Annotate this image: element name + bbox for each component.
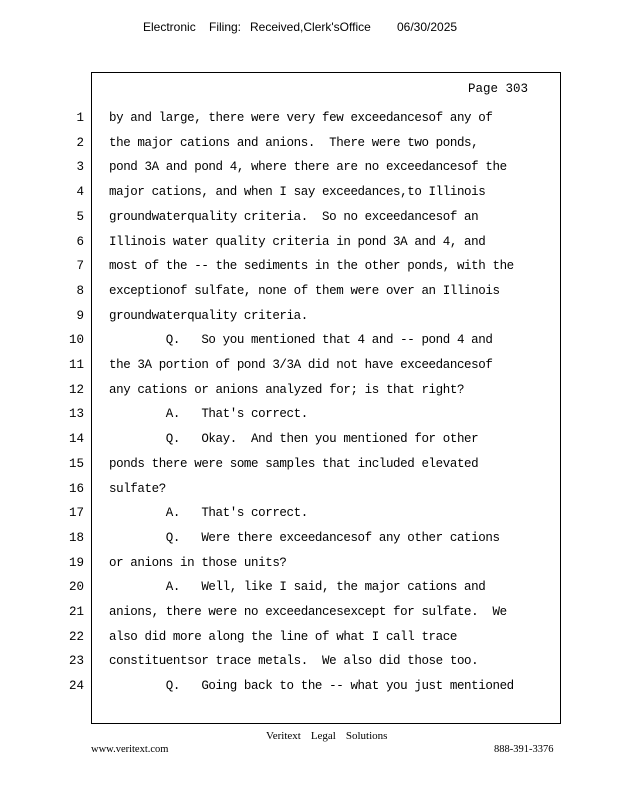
line-text: groundwaterquality criteria. [109, 308, 308, 323]
line-text: ponds there were some samples that included elevated [109, 456, 479, 471]
footer-company-word-legal: Legal [310, 730, 336, 742]
line-number: 7 [76, 259, 84, 274]
line-number: 8 [76, 283, 84, 298]
line-number: 5 [76, 209, 84, 224]
line-number: 2 [76, 135, 84, 150]
footer-website: www.veritext.com [91, 744, 169, 755]
line-number: 15 [68, 456, 84, 471]
line-number: 22 [68, 629, 84, 644]
line-text: Q. Were there exceedancesof any other cations [109, 530, 500, 545]
line-number: 19 [68, 555, 84, 570]
line-number: 4 [76, 185, 84, 200]
line-text: also did more along the line of what I call trace [109, 629, 457, 644]
footer-company [266, 730, 397, 742]
line-text: the 3A portion of pond 3/3A did not have exceedancesof [109, 358, 493, 372]
line-number: 11 [68, 358, 84, 372]
line-text: Q. Going back to the -- what you just mentioned [109, 679, 514, 694]
filing-header-word-electronic: Electronic [143, 20, 196, 34]
filing-header-date: 06/30/2025 [397, 20, 458, 34]
line-number: 23 [68, 654, 84, 669]
line-text: pond 3A and pond 4, where there are no exceedancesof the [109, 160, 507, 175]
line-number: 20 [68, 580, 84, 595]
line-number: 9 [76, 308, 84, 323]
line-text: by and large, there were very few exceedancesof any of [109, 111, 493, 125]
line-text: sulfate? [109, 481, 166, 496]
line-number: 21 [68, 605, 84, 619]
line-text: anions, there were no exceedancesexcept for sulfate. We [109, 605, 507, 619]
filing-header-word-filing: Filing: [209, 20, 242, 34]
footer-company-word-veritext: Veritext [266, 730, 301, 742]
line-number: 13 [68, 407, 84, 422]
line-number: 24 [68, 679, 84, 694]
line-text: most of the -- the sediments in the other ponds, with the [109, 259, 514, 274]
line-number: 18 [68, 530, 84, 545]
filing-header [143, 20, 457, 34]
line-number: 17 [68, 506, 84, 521]
line-text: exceptionof sulfate, none of them were over an Illinois [109, 283, 500, 298]
line-text: A. That's correct. [109, 407, 308, 422]
page-number: Page 303 [468, 82, 529, 96]
line-number: 10 [68, 333, 84, 348]
line-text: major cations, and when I say exceedances,to Illinois [109, 185, 486, 200]
line-text: Illinois water quality criteria in pond 3A and 4, and [109, 234, 486, 249]
line-text: or anions in those units? [109, 555, 287, 570]
line-number: 3 [76, 160, 84, 175]
filing-header-received: Received,Clerk'sOffice [250, 20, 371, 34]
line-text: constituentsor trace metals. We also did those too. [109, 654, 479, 669]
line-text: Q. Okay. And then you mentioned for other [109, 432, 479, 447]
footer-company-word-solutions: Solutions [345, 730, 388, 742]
line-number: 16 [68, 481, 84, 496]
footer-phone: 888-391-3376 [494, 744, 554, 755]
line-text: Q. So you mentioned that 4 and -- pond 4 and [109, 333, 493, 348]
line-number: 14 [68, 432, 84, 447]
line-number: 6 [76, 234, 84, 249]
line-number: 1 [76, 111, 84, 125]
line-text: any cations or anions analyzed for; is that right? [109, 382, 465, 397]
line-text: A. Well, like I said, the major cations and [109, 580, 486, 595]
line-text: A. That's correct. [109, 506, 308, 521]
line-text: the major cations and anions. There were two ponds, [109, 135, 479, 150]
line-text: groundwaterquality criteria. So no exceedancesof an [109, 209, 479, 224]
line-number: 12 [68, 382, 84, 397]
